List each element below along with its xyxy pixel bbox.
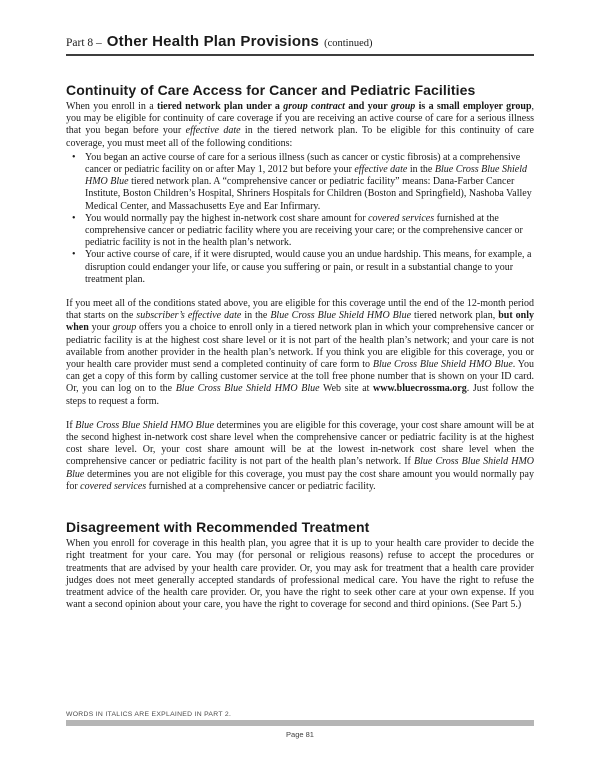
text-run: group [390, 101, 416, 112]
text-run: covered services [368, 212, 435, 224]
text-run: covered services [80, 480, 147, 492]
text-run: group contract [283, 101, 345, 112]
paragraph [66, 101, 534, 150]
text-run: When you enroll for coverage in this health plan, you agree that it is up to your health care provider to decide the right treatment for your care. You may (for personal or religious reasons) refuse to accept the procedures or treatments that are advised by your health care provider. Or, you may ask for treatment that a health care provider judges does not meet generally accepted standards of professional medical care. You have the right to refuse the treatment advice of the health care provider. Or, you have the right to seek other care at your own expense. If you want a second opinion about your care, you have the right to coverage for second and third opinions. (See Part 5.) [66, 538, 534, 611]
footer-divider-bar [66, 720, 534, 726]
page-number: Page 81 [286, 730, 314, 739]
paragraph [66, 298, 534, 408]
text-run: tiered network plan, [411, 310, 499, 322]
text-run: Blue Cross Blue Shield HMO Blue [175, 383, 320, 395]
text-run: offers you a choice to enroll only in a tiered network plan in which your comprehensive cancer or pediatric facility is at the highest cost share level or it is not part of the health plan’s network; and your care is not available from another provider in the health plan’s network. If you think you are eligible for this coverage, you or your health care provider must send a completed continuity of care form to [66, 322, 534, 371]
bullet-item [85, 249, 534, 286]
text-run: www.bluecrossma.org [373, 383, 467, 395]
text-run: Blue Cross Blue Shield HMO Blue [372, 359, 513, 371]
text-run: is a small employer group [415, 101, 532, 112]
text-run: Web site at [319, 383, 374, 395]
continued-label: (continued) [324, 38, 373, 49]
page-footer [66, 711, 534, 739]
text-run: in the tiered network plan. To be eligible for this continuity of care coverage, you must meet all of the following conditions: [66, 125, 534, 149]
section-heading: Disagreement with Recommended Treatment [66, 519, 370, 536]
paragraph [66, 538, 534, 611]
text-run: but only when [66, 310, 535, 334]
section-heading: Continuity of Care Access for Cancer and Pediatric Facilities [66, 82, 476, 98]
text-run: in the [407, 164, 435, 176]
text-run: subscriber’s effective date [136, 310, 242, 322]
text-run: effective date [354, 164, 408, 176]
text-run: tiered network plan under a [157, 101, 284, 112]
text-run: determines you are not eligible for this coverage, you must pay the cost share amount you would normally pay for [66, 468, 534, 492]
bullet-item [85, 213, 534, 250]
text-run: Your active course of care, if it were disrupted, would cause you an undue hardship. This means, for example, a disruption could endanger your life, or cause you suffering or pain, or result in a substantial change to your treatment plan. [85, 249, 532, 285]
text-run: . You can get a copy of this form by calling customer service at the toll free phone number that is shown on your ID card. Or, you can log on to the [66, 359, 534, 395]
text-run: Blue Cross Blue Shield HMO Blue [270, 310, 412, 322]
text-run: If [66, 419, 76, 431]
text-run: Blue Cross Blue Shield HMO Blue [75, 419, 215, 431]
text-run: Blue Cross Blue Shield HMO Blue [66, 456, 534, 480]
document-content [66, 33, 534, 611]
text-run: determines you are eligible for this coverage, your cost share amount will be at the second highest in-network cost share level when the comprehensive cancer or pediatric facility is at the highest cost share level. Or, your cost share amount will be at the lowest in-network cost share level when the comprehensive cancer or pediatric facility is not part of the health plan’s network. If [66, 419, 534, 468]
part-label: Part 8 – [66, 37, 102, 49]
page-header [66, 33, 534, 56]
text-run: You began an active course of care for a serious illness (such as cancer or cystic fibrosis) at a comprehensive cancer or pediatric facility on or after May 1, 2012 but before your [85, 151, 521, 176]
text-run: You would normally pay the highest in-network cost share amount for [85, 212, 369, 224]
text-run: effective date [185, 125, 241, 137]
bullet-item [85, 152, 534, 213]
text-run: If you meet all of the conditions stated above, you are eligible for this coverage until the end of the 12-month period that starts on the [66, 298, 534, 322]
text-run: When you enroll in a [66, 101, 158, 112]
bullet-list [66, 152, 534, 286]
text-run: and your [344, 101, 391, 112]
document-blocks [66, 82, 534, 611]
text-run: in the [241, 310, 271, 322]
text-run: tiered network plan. A “comprehensive cancer or pediatric facility” means: Dana-Farber Cancer Institute, Boston Children’s Hospital, Shriners Hospitals for Children (Boston and Springfield), Nashoba Valley Medical Center, and Massachusetts Eye and Ear Infirmary. [85, 176, 532, 212]
text-run: Blue Cross Blue Shield HMO Blue [85, 164, 527, 188]
text-run: furnished at the comprehensive cancer or pediatric facility where you are receiving your care; or the comprehensive cancer or pediatric facility is not in the health plan’s network. [85, 212, 523, 249]
footer-note: WORDS IN ITALICS ARE EXPLAINED IN PART 2. [66, 711, 232, 718]
paragraph [66, 420, 534, 493]
text-run: your [88, 322, 113, 334]
text-run: . Just follow the steps to request a form. [66, 383, 534, 407]
text-run: , you may be eligible for continuity of care coverage if you are receiving an active course of care for a serious illness that you began before your [66, 101, 535, 137]
page-header-title: Other Health Plan Provisions [106, 33, 320, 50]
text-run: furnished at a comprehensive cancer or pediatric facility. [146, 480, 376, 492]
text-run: group [112, 322, 137, 334]
